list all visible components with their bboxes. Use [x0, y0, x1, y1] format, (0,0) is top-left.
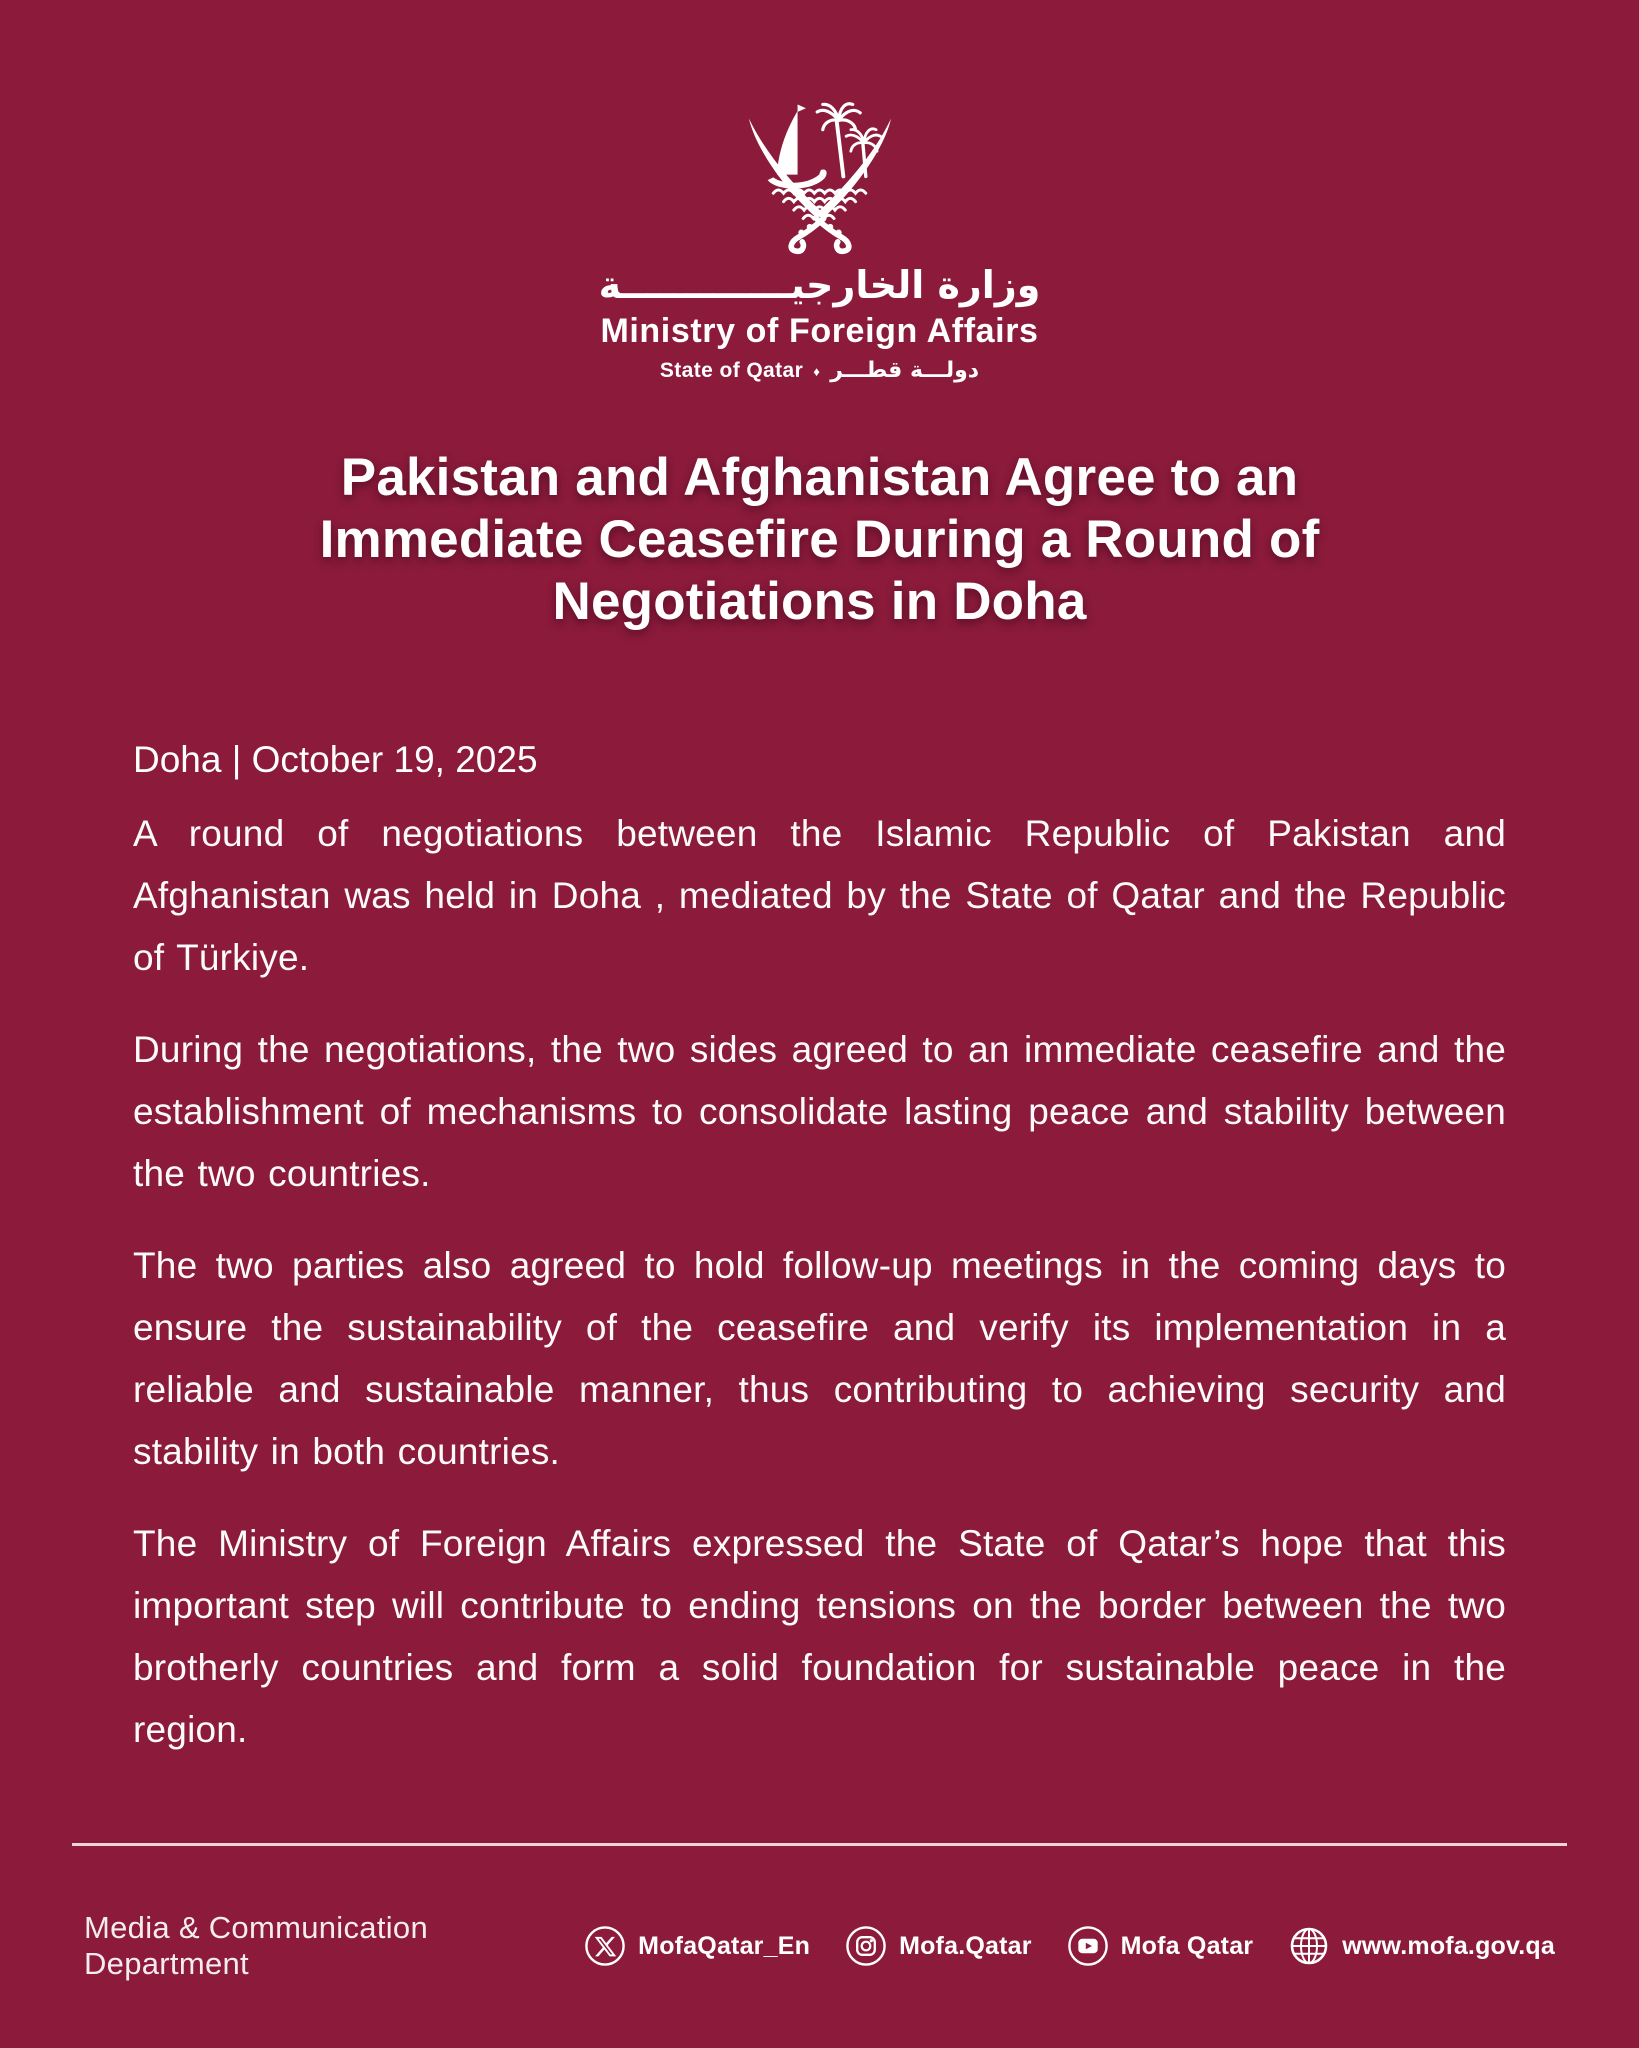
statement-title: Pakistan and Afghanistan Agree to an Immediate Ceasefire During a Round of Negotiations in Doha: [319, 448, 1320, 632]
footer: [0, 1910, 1639, 1982]
x-icon: [583, 1924, 627, 1968]
qatar-mofa-emblem-icon: [734, 96, 906, 255]
state-of-qatar-line: [0, 358, 1639, 383]
website-link[interactable]: [1287, 1924, 1555, 1968]
x-twitter-link[interactable]: [583, 1924, 810, 1968]
dateline: Doha | October 19, 2025: [133, 739, 538, 781]
youtube-icon: [1066, 1924, 1110, 1968]
youtube-link[interactable]: [1066, 1924, 1254, 1968]
state-of-qatar-english: State of Qatar: [659, 358, 804, 382]
ministry-name-english: Ministry of Foreign Affairs: [600, 311, 1039, 350]
mofa-logo-header: [0, 0, 1639, 383]
globe-icon: [1287, 1924, 1331, 1968]
statement-content: [133, 729, 1506, 1761]
social-links: [583, 1924, 1555, 1968]
youtube-handle: Mofa Qatar: [1120, 1931, 1254, 1960]
statement-body: [0, 447, 1639, 1761]
diamond-separator-icon: ♦: [813, 364, 821, 380]
instagram-icon: [844, 1924, 888, 1968]
statement-paragraph-3: The two parties also agreed to hold follow-up meetings in the coming days to ensure the sustainability of the ceasefire and verify its implementation in a reliable and sustainable manner, thus contributing to achieving security and stability in both countries.: [133, 1245, 1506, 1473]
department-label: Media & Communication Department: [84, 1910, 428, 1982]
instagram-handle: Mofa.Qatar: [899, 1931, 1032, 1960]
footer-divider: [72, 1843, 1567, 1846]
state-of-qatar-arabic: دولـــة قطـــر: [830, 358, 980, 384]
statement-paragraph-1: A round of negotiations between the Islamic Republic of Pakistan and Afghanistan was held in Doha , mediated by the State of Qatar and the Republic of Türkiye.: [133, 813, 1506, 979]
statement-paragraph-2: During the negotiations, the two sides agreed to an immediate ceasefire and the establishment of mechanisms to consolidate lasting peace and stability between the two countries.: [133, 1029, 1506, 1195]
ministry-name-arabic: وزارة الخارجيـــــــــــــة: [598, 263, 1041, 307]
website-url: www.mofa.gov.qa: [1342, 1931, 1555, 1960]
statement-paragraph-4: The Ministry of Foreign Affairs expressed the State of Qatar’s hope that this important step will contribute to ending tensions on the border between the two brotherly countries and form a solid foundation for sustainable peace in the region.: [133, 1523, 1506, 1751]
instagram-link[interactable]: [844, 1924, 1032, 1968]
x-handle: MofaQatar_En: [638, 1931, 811, 1960]
